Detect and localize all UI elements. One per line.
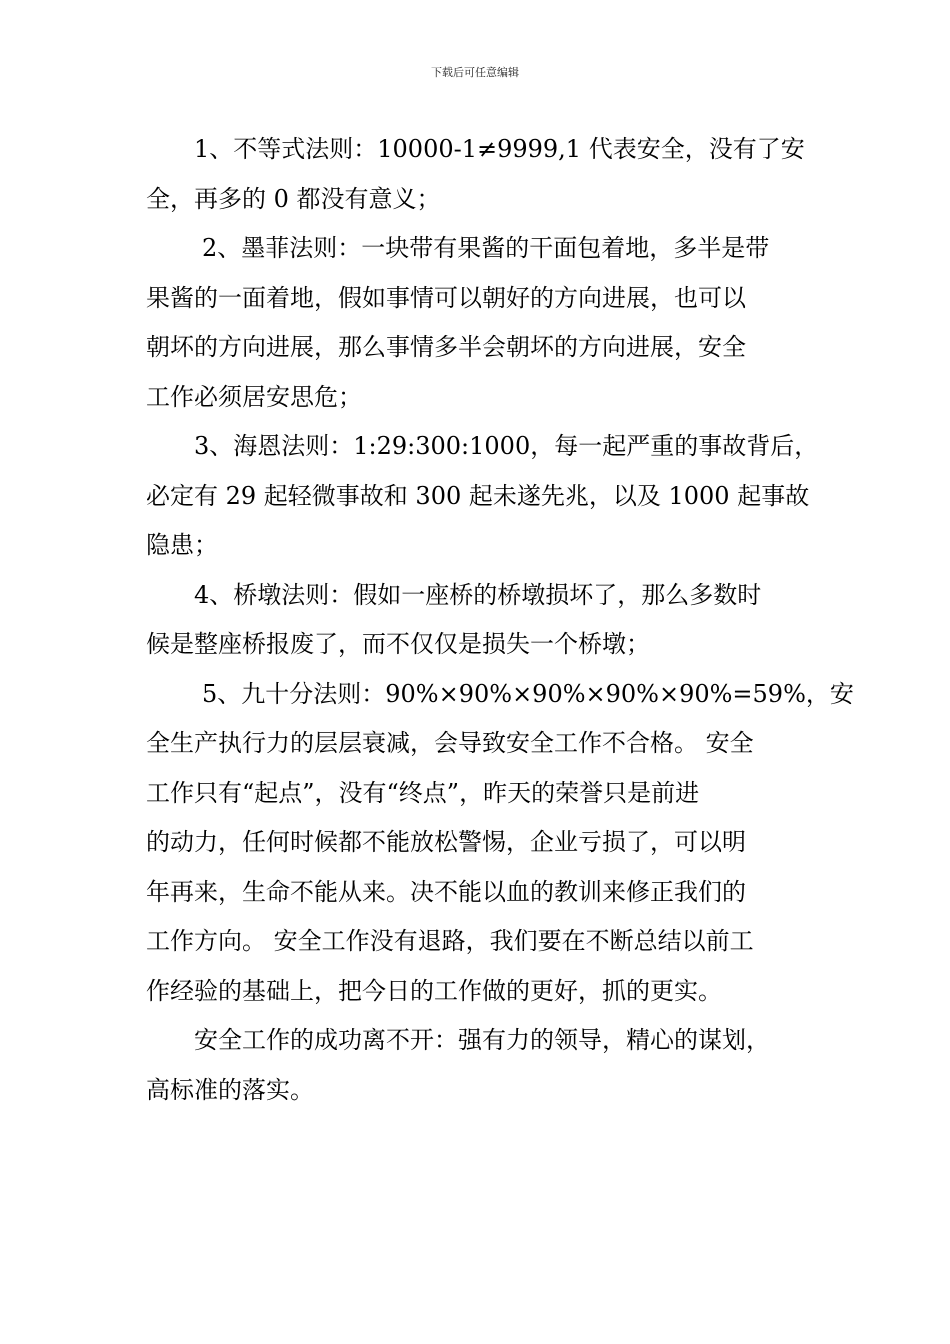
paragraph-line: 作经验的基础上，把今日的工作做的更好，抓的更实。 (146, 976, 722, 1005)
paragraph-rule-2 (146, 224, 814, 422)
paragraph-line: 安全工作的成功离不开：强有力的领导，精心的谋划， (194, 1026, 770, 1054)
paragraph-rule-4 (146, 571, 814, 670)
paragraph-line: 的动力，任何时候都不能放松警惕，企业亏损了，可以明 (146, 828, 746, 856)
paragraph-rule-1 (146, 125, 814, 224)
document-body (146, 125, 854, 1115)
paragraph-line: 朝坏的方向进展，那么事情多半会朝坏的方向进展，安全 (146, 333, 746, 361)
paragraph-line: 5、九十分法则：90%×90%×90%×90%×90%=59%，安 (202, 679, 854, 708)
paragraph-line: 必定有 29 起轻微事故和 300 起未遂先兆，以及 1000 起事故 (146, 481, 810, 510)
paragraph-line: 4、桥墩法则：假如一座桥的桥墩损坏了，那么多数时 (194, 580, 762, 609)
paragraph-line: 3、海恩法则：1:29:300:1000，每一起严重的事故背后， (194, 432, 819, 460)
paragraph-line: 工作必须居安思危； (146, 382, 362, 411)
paragraph-line: 工作只有“起点”，没有“终点”，昨天的荣誉只是前进 (146, 778, 700, 807)
paragraph-line: 全生产执行力的层层衰减，会导致安全工作不合格。 安全 (146, 729, 754, 757)
paragraph-rule-3 (146, 422, 819, 571)
paragraph-rule-5 (146, 670, 854, 1017)
paragraph-line: 果酱的一面着地，假如事情可以朝好的方向进展，也可以 (146, 283, 746, 312)
paragraph-line: 工作方向。 安全工作没有退路，我们要在不断总结以前工 (146, 927, 754, 955)
paragraph-line: 候是整座桥报废了，而不仅仅是损失一个桥墩； (146, 630, 650, 658)
paragraph-line: 2、墨菲法则：一块带有果酱的干面包着地，多半是带 (202, 234, 770, 262)
paragraph-line: 1、不等式法则：10000-1≠9999,1 代表安全，没有了安 (194, 135, 805, 163)
paragraph-line: 隐患； (146, 531, 218, 559)
page-header: 下载后可任意编辑 (431, 66, 519, 79)
paragraph-line: 年再来，生命不能从来。决不能以血的教训来修正我们的 (146, 877, 746, 906)
paragraph-line: 高标准的落实。 (146, 1075, 314, 1104)
paragraph-line: 全，再多的 0 都没有意义； (146, 184, 441, 213)
paragraph-conclusion (146, 1016, 814, 1115)
